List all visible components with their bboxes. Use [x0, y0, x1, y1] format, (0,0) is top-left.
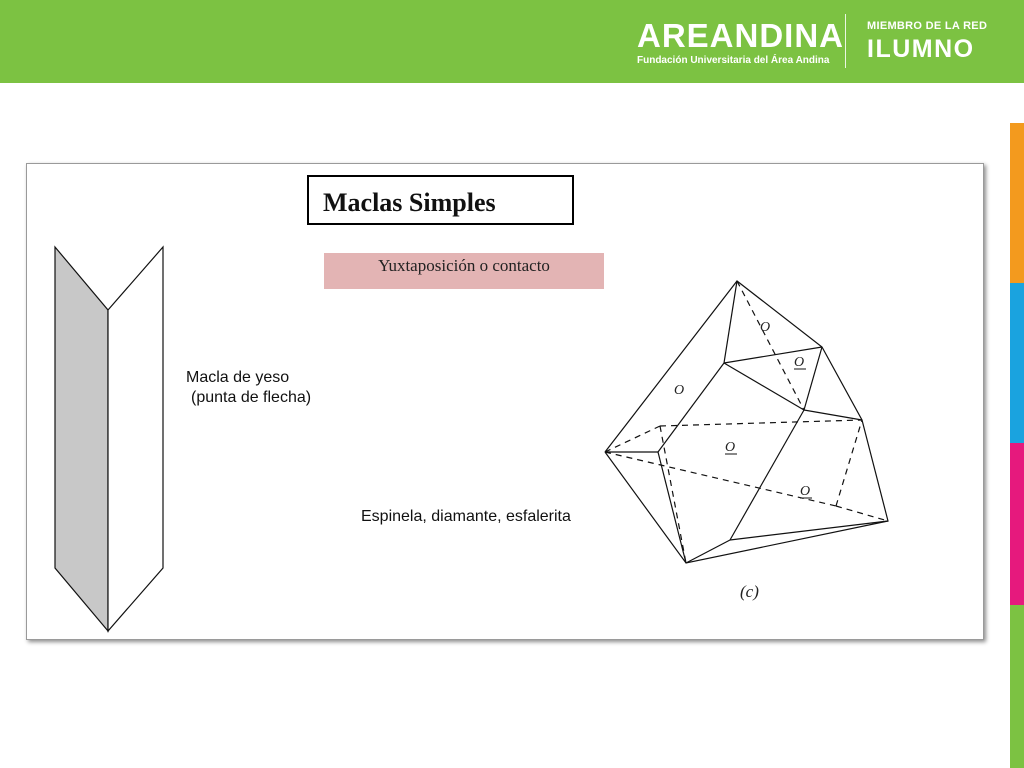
slide-title: Maclas Simples [323, 188, 496, 217]
slide-subtitle: Yuxtaposición o contacto [378, 256, 550, 275]
gypsum-label-line2: (punta de flecha) [191, 389, 312, 406]
face-label-2: O [794, 355, 805, 370]
figure-caption: (c) [740, 582, 759, 601]
network-tag: MIEMBRO DE LA RED [867, 20, 988, 32]
face-label-1: O [760, 320, 771, 335]
face-label-5: O [800, 484, 811, 499]
gypsum-twin-drawing [55, 247, 163, 631]
gypsum-label-line1: Macla de yeso [186, 369, 290, 386]
spinel-twin-drawing [605, 281, 888, 563]
brand-name: AREANDINA [637, 17, 844, 54]
brand-subtitle: Fundación Universitaria del Área Andina [637, 55, 830, 66]
network-name: ILUMNO [867, 35, 975, 63]
face-label-3: O [674, 383, 685, 398]
spinel-label: Espinela, diamante, esfalerita [361, 508, 571, 525]
face-underlines [725, 369, 812, 498]
face-label-4: O [725, 440, 736, 455]
face-labels [674, 320, 810, 499]
